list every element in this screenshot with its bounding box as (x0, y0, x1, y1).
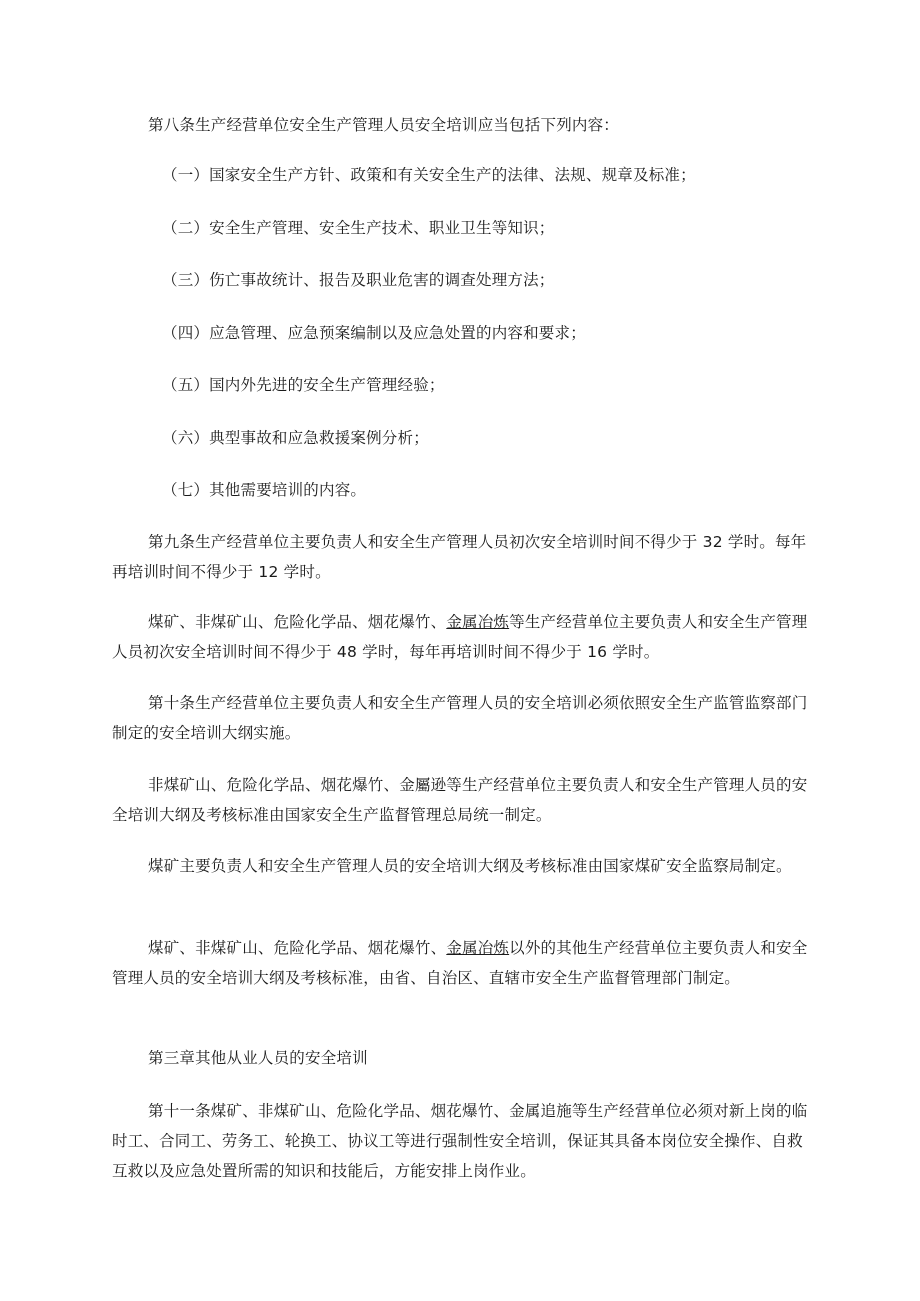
chapter-3-heading: 第三章其他从业人员的安全培训 (148, 1049, 368, 1067)
article-10-paragraph-2: 非煤矿山、危险化学品、烟花爆竹、金屬逊等生产经营单位主要负责人和安全生产管理人员的安全培训大纲及考核标准由国家安全生产监督管理总局统一制定。 (112, 776, 808, 824)
article-10-paragraph-1: 第十条生产经营单位主要负责人和安全生产管理人员的安全培训必须依照安全生产监管监察部门制定的安全培训大纲实施。 (112, 694, 808, 742)
article-8-item-7: （七）其他需要培训的内容。 (162, 481, 367, 499)
article-9-paragraph-1: 第九条生产经营单位主要负责人和安全生产管理人员初次安全培训时间不得少于 32 学时。每年再培训时间不得少于 12 学时。 (112, 533, 807, 581)
article-8-item-4: （四）应急管理、应急预案编制以及应急处置的内容和要求； (162, 324, 586, 342)
article-10-p4-text-after: 以外的其他生产经营单位主要负责人和安全管理人员的安全培训大纲及考核标准，由省、自治区、直辖市安全生产监督管理部门制定。 (112, 939, 808, 987)
article-10-p4-text-before: 煤矿、非煤矿山、危险化学品、烟花爆竹、 (148, 939, 447, 957)
article-9-paragraph-2 (112, 607, 812, 667)
metal-smelting-link[interactable]: 金属冶炼 (446, 939, 510, 957)
article-10-paragraph-3: 煤矿主要负责人和安全生产管理人员的安全培训大纲及考核标准由国家煤矿安全监察局制定。 (148, 857, 792, 875)
metal-smelting-link[interactable]: 金属冶炼 (446, 613, 510, 631)
article-8-item-6: （六）典型事故和应急救援案例分析； (162, 429, 429, 447)
article-8-item-2: （二）安全生产管理、安全生产技术、职业卫生等知识； (162, 219, 555, 237)
article-8-item-1: （一）国家安全生产方针、政策和有关安全生产的法律、法规、规章及标准； (162, 166, 696, 184)
article-10-paragraph-4 (112, 933, 812, 993)
article-8-title: 第八条生产经营单位安全生产管理人员安全培训应当包括下列内容： (148, 116, 620, 134)
article-8-item-3: （三）伤亡事故统计、报告及职业危害的调查处理方法； (162, 271, 555, 289)
article-9-p2-text-after: 等生产经营单位主要负责人和安全生产管理人员初次安全培训时间不得少于 48 学时，每年再培训时间不得少于 16 学时。 (112, 613, 808, 661)
article-11-paragraph: 第十一条煤矿、非煤矿山、危险化学品、烟花爆竹、金属追施等生产经营单位必须对新上岗的临时工、合同工、劳务工、轮换工、协议工等进行强制性安全培训，保证其具备本岗位安全操作、自救互救以及应急处置所需的知识和技能后，方能安排上岗作业。 (112, 1102, 808, 1180)
article-8-item-5: （五）国内外先进的安全生产管理经验； (162, 376, 445, 394)
article-9-p2-text-before: 煤矿、非煤矿山、危险化学品、烟花爆竹、 (148, 613, 447, 631)
